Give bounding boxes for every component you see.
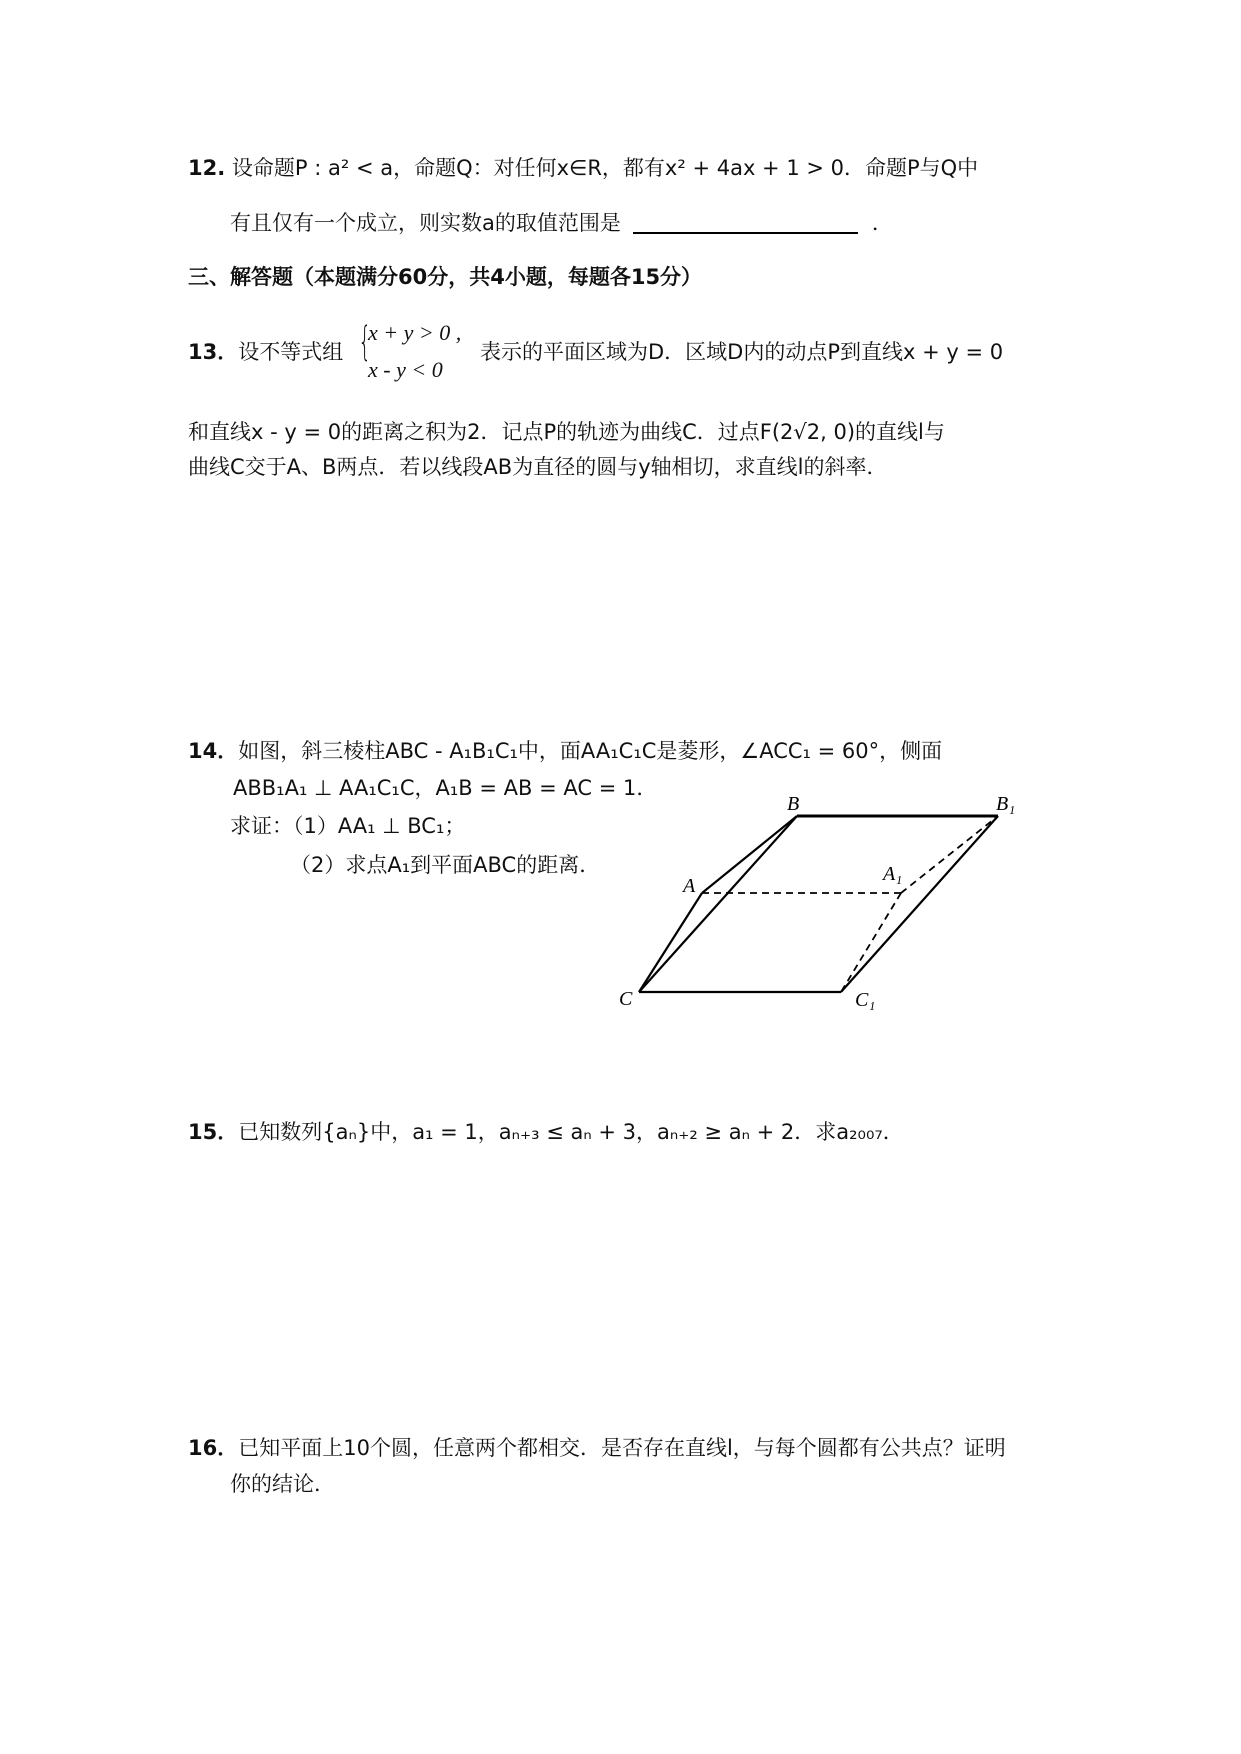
edge-AB: [702, 816, 797, 893]
q12-number: 12.: [188, 156, 226, 180]
label-B: B: [787, 793, 800, 815]
brace: {: [358, 319, 372, 365]
label-A1: A₁: [883, 863, 903, 885]
q15: [188, 1122, 904, 1143]
q14-line2: ABB₁A₁ ⊥ AA₁C₁C，A₁B = AB = AC = 1．: [233, 776, 658, 800]
inequality-2: x - y < 0: [368, 357, 443, 382]
q15-number: 15．: [188, 1120, 239, 1144]
label-B1: B₁: [996, 793, 1016, 815]
label-C: C: [619, 988, 633, 1010]
q14-line4: （2）求点A₁到平面ABC的距离．: [290, 853, 601, 877]
q15-text: 已知数列{aₙ}中，a₁ = 1，aₙ₊₃ ≤ aₙ + 3，aₙ₊₂ ≥ aₙ + 2．求a₂₀₀₇．: [238, 1120, 904, 1144]
q14-text1: 如图，斜三棱柱ABC - A₁B₁C₁中，面AA₁C₁C是菱形，∠ACC₁ = 60°，侧面: [238, 739, 943, 763]
q16-line1: [188, 1438, 1006, 1459]
q12-text2: 有且仅有一个成立，则实数a的取值范围是: [230, 211, 621, 235]
q13-line3: 曲线C交于A、B两点．若以线段AB为直径的圆与y轴相切，求直线l的斜率．: [188, 455, 888, 479]
label-C1: C₁: [855, 989, 876, 1011]
q16-text1: 已知平面上10个圆，任意两个都相交．是否存在直线l，与每个圆都有公共点？证明: [238, 1436, 1006, 1460]
q14-line3: 求证：（1）AA₁ ⊥ BC₁；: [230, 814, 466, 838]
label-A: A: [683, 875, 696, 897]
q16-line2: 你的结论．: [230, 1472, 335, 1496]
section-heading: 三、解答题（本题满分60分，共4小题，每题各15分）: [188, 265, 703, 289]
edge-A1B1: [901, 816, 998, 893]
q13-prefix-text: 设不等式组: [238, 340, 344, 364]
q12-end: ．: [871, 211, 893, 235]
q14-number: 14．: [188, 739, 239, 763]
q13-number: 13．: [188, 340, 239, 364]
q13-line1: 表示的平面区域为D．区域D内的动点P到直线x + y = 0: [480, 340, 1004, 364]
edge-A1C1: [841, 893, 901, 992]
edge-CB: [639, 816, 797, 992]
q12-text: 设命题P : a² < a，命题Q：对任何x∈R，都有x² + 4ax + 1 > 0．命题P与Q中: [231, 156, 979, 180]
edge-CA: [639, 893, 702, 992]
inequality-1: x + y > 0 ,: [368, 320, 462, 345]
q13-line2: 和直线x - y = 0的距离之积为2．记点P的轨迹为曲线C．过点F(2√2, 0)的直线l与: [188, 420, 945, 444]
q16-number: 16．: [188, 1436, 239, 1460]
edge-C1B1: [841, 816, 998, 992]
